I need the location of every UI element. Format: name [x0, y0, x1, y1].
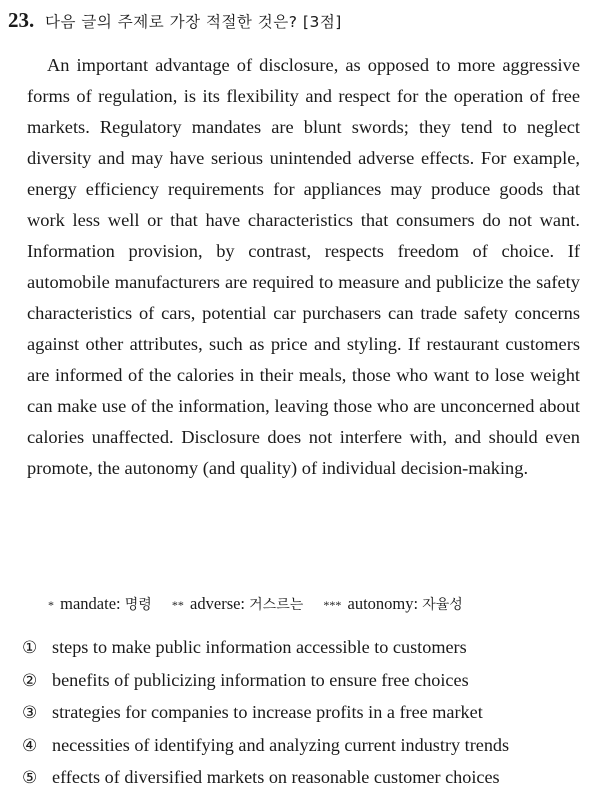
glossary-term: adverse:: [190, 594, 246, 613]
answer-options: [22, 632, 592, 795]
glossary-item-mandate: [48, 594, 156, 613]
question-header: [8, 8, 593, 33]
question-prompt: 다음 글의 주제로 가장 적절한 것은? [3점]: [45, 13, 342, 31]
answer-option-4[interactable]: [22, 730, 592, 763]
glossary-meaning: 자율성: [422, 597, 463, 613]
question-number: 23.: [8, 8, 35, 32]
option-text: steps to make public information accessible to customers: [52, 637, 467, 657]
answer-option-3[interactable]: [22, 697, 592, 730]
option-number: ②: [22, 670, 38, 691]
glossary-meaning: 명령: [124, 597, 152, 613]
glossary-term: autonomy:: [347, 594, 419, 613]
glossary-mark: *: [48, 597, 54, 612]
glossary-term: mandate:: [60, 594, 121, 613]
glossary-mark: ***: [323, 597, 342, 612]
option-text: effects of diversified markets on reasonable customer choices: [52, 767, 500, 787]
glossary-item-autonomy: [323, 594, 462, 613]
glossary: [48, 594, 588, 614]
glossary-meaning: 거스르는: [249, 597, 304, 613]
option-text: benefits of publicizing information to ensure free choices: [52, 669, 469, 690]
reading-passage: An important advantage of disclosure, as opposed to more aggressive forms of regulation, is its flexibility and respect for the operation of free markets. Regulatory mandates are blunt swords; they tend to neglect diversity and may have serious unintended adverse effects. For example, energy efficiency requirements for appliances may produce goods that work less well or that have characteristics that consumers do not want. Information provision, by contrast, respects freedom of choice. If automobile manufacturers are required to measure and publicize the safety characteristics of cars, potential car purchasers can trade safety concerns against other attributes, such as price and styling. If restaurant customers are informed of the calories in their meals, those who want to lose weight can make use of the information, leaving those who are unconcerned about calories unaffected. Disclosure does not interfere with, and should even promote, the autonomy (and quality) of individual decision-making.: [27, 55, 580, 478]
option-text: strategies for companies to increase profits in a free market: [52, 702, 483, 722]
glossary-mark: **: [171, 597, 184, 612]
option-number: ⑤: [22, 768, 38, 788]
answer-option-2[interactable]: [22, 665, 592, 698]
option-number: ④: [22, 735, 38, 756]
option-number: ③: [22, 703, 38, 723]
glossary-item-adverse: [172, 594, 307, 613]
option-text: necessities of identifying and analyzing current industry trends: [52, 734, 510, 755]
option-number: ①: [22, 638, 38, 658]
answer-option-5[interactable]: [22, 762, 592, 795]
answer-option-1[interactable]: [22, 632, 592, 665]
